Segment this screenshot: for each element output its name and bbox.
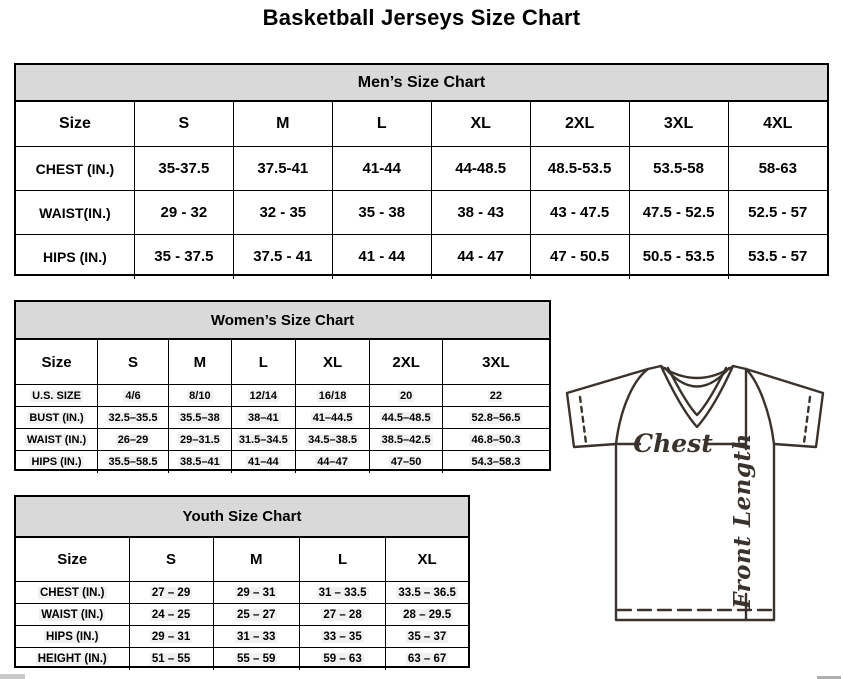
value-cell: 35-37.5: [134, 147, 233, 191]
value-cell: 4/6: [98, 385, 169, 407]
table-row: [16, 191, 827, 235]
value-cell: 29 - 32: [134, 191, 233, 235]
value-cell: 33.5 – 36.5: [386, 582, 468, 604]
row-label: WAIST(IN.): [16, 191, 134, 235]
table-row: [16, 429, 549, 451]
youth-size-chart-title: Youth Size Chart: [16, 497, 468, 537]
size-column-header: L: [332, 102, 431, 147]
size-column-header: 3XL: [629, 102, 728, 147]
value-cell: 54.3–58.3: [442, 451, 549, 473]
mens-size-table: [16, 101, 827, 279]
value-cell: 33 – 35: [299, 626, 385, 648]
value-cell: 32 - 35: [233, 191, 332, 235]
row-label: U.S. SIZE: [16, 385, 98, 407]
size-row-label: Size: [16, 340, 98, 385]
chest-label: Chest: [633, 429, 713, 458]
value-cell: 52.8–56.5: [442, 407, 549, 429]
table-row: [16, 407, 549, 429]
value-cell: 52.5 - 57: [728, 191, 827, 235]
youth-size-table: [16, 537, 468, 670]
row-label: BUST (IN.): [16, 407, 98, 429]
size-column-header: XL: [295, 340, 370, 385]
row-label: CHEST (IN.): [16, 582, 129, 604]
size-column-header: L: [299, 538, 385, 582]
value-cell: 53.5-58: [629, 147, 728, 191]
table-row: [16, 648, 468, 670]
value-cell: 24 – 25: [129, 604, 213, 626]
value-cell: 29–31.5: [168, 429, 231, 451]
value-cell: 31.5–34.5: [231, 429, 295, 451]
jersey-right-armhole: [746, 369, 774, 444]
value-cell: 43 - 47.5: [530, 191, 629, 235]
value-cell: 50.5 - 53.5: [629, 235, 728, 279]
jersey-right-shoulder: [733, 366, 746, 369]
size-column-header: 4XL: [728, 102, 827, 147]
size-column-header: 2XL: [530, 102, 629, 147]
size-column-header: M: [168, 340, 231, 385]
value-cell: 25 – 27: [213, 604, 299, 626]
value-cell: 32.5–35.5: [98, 407, 169, 429]
mens-size-chart: [14, 63, 829, 276]
size-column-header: S: [129, 538, 213, 582]
womens-size-chart-title: Women’s Size Chart: [16, 302, 549, 339]
value-cell: 38–41: [231, 407, 295, 429]
value-cell: 53.5 - 57: [728, 235, 827, 279]
value-cell: 41–44: [231, 451, 295, 473]
mens-size-chart-title: Men’s Size Chart: [16, 65, 827, 101]
value-cell: 38.5–42.5: [370, 429, 442, 451]
value-cell: 26–29: [98, 429, 169, 451]
value-cell: 35 - 37.5: [134, 235, 233, 279]
value-cell: 44.5–48.5: [370, 407, 442, 429]
value-cell: 47.5 - 52.5: [629, 191, 728, 235]
value-cell: 55 – 59: [213, 648, 299, 670]
table-row: [16, 451, 549, 473]
front-length-label: Front Length: [729, 433, 756, 609]
table-row: [16, 626, 468, 648]
value-cell: 44 - 47: [431, 235, 530, 279]
jersey-measurement-diagram: [550, 353, 842, 645]
value-cell: 12/14: [231, 385, 295, 407]
value-cell: 22: [442, 385, 549, 407]
value-cell: 29 – 31: [129, 626, 213, 648]
value-cell: 58-63: [728, 147, 827, 191]
table-row: [16, 385, 549, 407]
value-cell: 59 – 63: [299, 648, 385, 670]
size-row-label: Size: [16, 538, 129, 582]
jersey-outline: [567, 366, 823, 620]
table-row: [16, 582, 468, 604]
row-label: WAIST (IN.): [16, 429, 98, 451]
value-cell: 35.5–38: [168, 407, 231, 429]
womens-size-table: [16, 339, 549, 473]
size-column-header: M: [233, 102, 332, 147]
value-cell: 8/10: [168, 385, 231, 407]
size-column-header: 3XL: [442, 340, 549, 385]
size-column-header: XL: [431, 102, 530, 147]
size-column-header: S: [134, 102, 233, 147]
value-cell: 44–47: [295, 451, 370, 473]
jersey-left-cuff-dashes: [580, 397, 586, 443]
value-cell: 41-44: [332, 147, 431, 191]
page-title: Basketball Jerseys Size Chart: [262, 5, 581, 30]
row-label: HIPS (IN.): [16, 626, 129, 648]
value-cell: 44-48.5: [431, 147, 530, 191]
row-label: HIPS (IN.): [16, 235, 134, 279]
size-row-label: Size: [16, 102, 134, 147]
womens-size-chart: [14, 300, 551, 471]
size-column-header: L: [231, 340, 295, 385]
scrollbar-fragment-left: [0, 674, 25, 679]
table-row: [16, 235, 827, 279]
row-label: CHEST (IN.): [16, 147, 134, 191]
value-cell: 38.5–41: [168, 451, 231, 473]
value-cell: 47 - 50.5: [530, 235, 629, 279]
value-cell: 28 – 29.5: [386, 604, 468, 626]
table-row: [16, 147, 827, 191]
row-label: WAIST (IN.): [16, 604, 129, 626]
size-column-header: 2XL: [370, 340, 442, 385]
value-cell: 27 – 28: [299, 604, 385, 626]
value-cell: 48.5-53.5: [530, 147, 629, 191]
value-cell: 35.5–58.5: [98, 451, 169, 473]
size-column-header: M: [213, 538, 299, 582]
youth-size-chart: [14, 495, 470, 668]
jersey-left-shoulder: [648, 366, 661, 369]
value-cell: 20: [370, 385, 442, 407]
table-row: [16, 604, 468, 626]
value-cell: 63 – 67: [386, 648, 468, 670]
value-cell: 34.5–38.5: [295, 429, 370, 451]
value-cell: 29 – 31: [213, 582, 299, 604]
value-cell: 51 – 55: [129, 648, 213, 670]
value-cell: 38 - 43: [431, 191, 530, 235]
size-column-header: S: [98, 340, 169, 385]
value-cell: 37.5-41: [233, 147, 332, 191]
value-cell: 47–50: [370, 451, 442, 473]
row-label: HIPS (IN.): [16, 451, 98, 473]
value-cell: 35 – 37: [386, 626, 468, 648]
row-label: HEIGHT (IN.): [16, 648, 129, 670]
value-cell: 27 – 29: [129, 582, 213, 604]
value-cell: 41 - 44: [332, 235, 431, 279]
value-cell: 35 - 38: [332, 191, 431, 235]
size-column-header: XL: [386, 538, 468, 582]
jersey-right-sleeve: [746, 369, 823, 447]
jersey-right-cuff-dashes: [804, 397, 810, 443]
value-cell: 31 – 33.5: [299, 582, 385, 604]
value-cell: 46.8–50.3: [442, 429, 549, 451]
value-cell: 41–44.5: [295, 407, 370, 429]
value-cell: 31 – 33: [213, 626, 299, 648]
value-cell: 16/18: [295, 385, 370, 407]
value-cell: 37.5 - 41: [233, 235, 332, 279]
